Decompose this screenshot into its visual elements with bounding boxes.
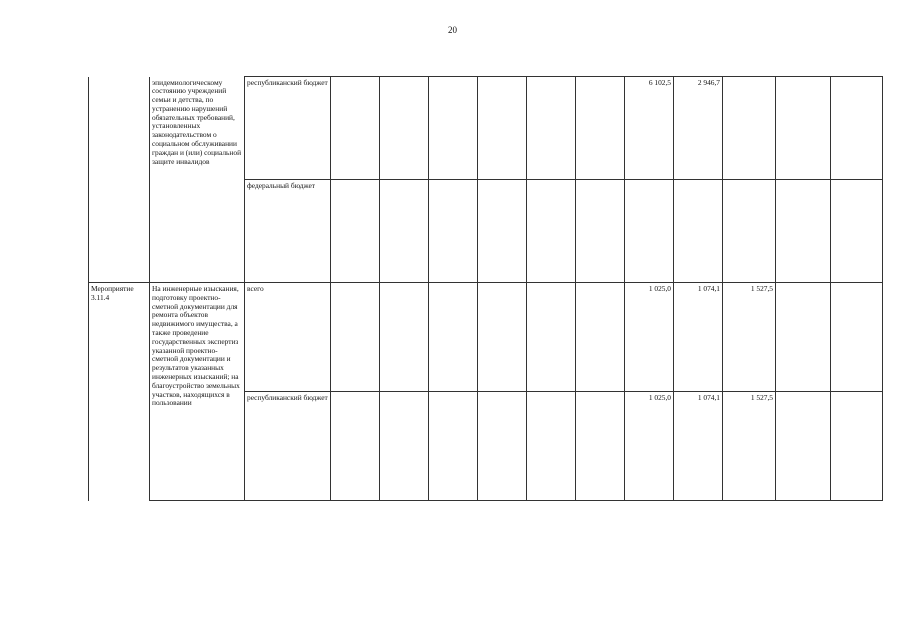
funding-source-cell: республиканский бюджет xyxy=(245,392,331,501)
value-cell xyxy=(776,77,831,180)
value-cell xyxy=(527,180,576,283)
value-cell: 1 527,5 xyxy=(723,283,776,392)
value-cell xyxy=(478,77,527,180)
value-cell xyxy=(576,180,625,283)
value-cell xyxy=(478,180,527,283)
value-cell xyxy=(674,180,723,283)
value-cell xyxy=(527,283,576,392)
value-cell xyxy=(831,392,883,501)
value-cell xyxy=(723,180,776,283)
value-cell xyxy=(478,392,527,501)
value-cell xyxy=(429,180,478,283)
value-cell xyxy=(380,180,429,283)
value-cell xyxy=(576,392,625,501)
description-cell xyxy=(150,283,245,501)
value-cell xyxy=(429,392,478,501)
value-cell xyxy=(380,392,429,501)
budget-table xyxy=(88,76,883,501)
value-cell xyxy=(380,283,429,392)
value-cell xyxy=(478,283,527,392)
value-cell xyxy=(776,392,831,501)
event-cell: Мероприятие 3.11.4 xyxy=(89,283,150,501)
value-cell xyxy=(776,283,831,392)
value-cell: 1 025,0 xyxy=(625,283,674,392)
value-cell xyxy=(625,180,674,283)
value-cell xyxy=(429,283,478,392)
funding-source-cell: всего xyxy=(245,283,331,392)
value-cell xyxy=(831,77,883,180)
value-cell xyxy=(331,283,380,392)
value-cell: 1 527,5 xyxy=(723,392,776,501)
value-cell xyxy=(331,392,380,501)
event-cell xyxy=(89,77,150,283)
value-cell xyxy=(380,77,429,180)
description-text: На инженерные изыскания, подготовку проектно-сметной документации для ремонта объектов недвижимого имущества, а также проведение государственных экспертиз указанной проектно-сметной документации и результатов указанных инженерных изысканий; на благоустройство земельных участков, находящихся в пользовании xyxy=(152,284,240,408)
value-cell xyxy=(331,180,380,283)
value-cell xyxy=(723,77,776,180)
description-cell xyxy=(150,77,245,283)
value-cell: 1 025,0 xyxy=(625,392,674,501)
value-cell xyxy=(576,283,625,392)
table-row xyxy=(89,77,883,180)
value-cell: 1 074,1 xyxy=(674,283,723,392)
value-cell xyxy=(576,77,625,180)
value-cell xyxy=(776,180,831,283)
value-cell xyxy=(429,77,478,180)
table-row xyxy=(89,283,883,392)
value-cell: 2 946,7 xyxy=(674,77,723,180)
funding-source-cell: республиканский бюджет xyxy=(245,77,331,180)
value-cell xyxy=(831,283,883,392)
value-cell: 1 074,1 xyxy=(674,392,723,501)
page-number: 20 xyxy=(448,25,457,35)
value-cell xyxy=(331,77,380,180)
description-text: эпидемиологическому состоянию учреждений семьи и детства, по устранению нарушений обязательных требований, установленных законодательством о социальном обслуживании граждан и (или) социальной защите инвалидов xyxy=(152,77,242,166)
funding-source-cell: федеральный бюджет xyxy=(245,180,331,283)
value-cell xyxy=(527,392,576,501)
value-cell xyxy=(831,180,883,283)
value-cell: 6 102,5 xyxy=(625,77,674,180)
value-cell xyxy=(527,77,576,180)
